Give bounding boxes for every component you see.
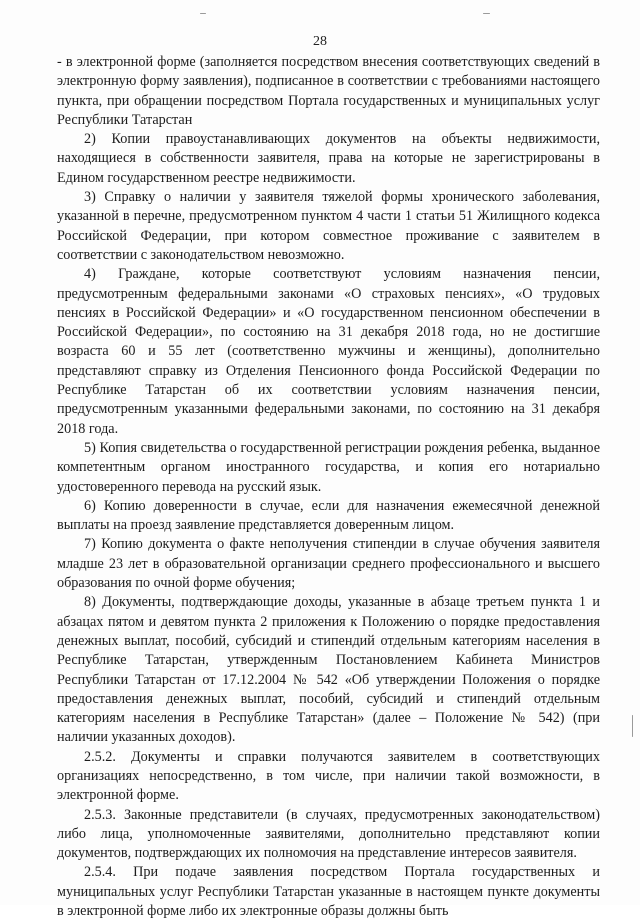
paragraph-electronic-form: - в электронной форме (заполняется посредством внесения соответствующих сведений в электронную форму заявления), подписанное в соответствии с требованиями настоящего пункта, при обращении посредством Портала государственных и муниципальных услуг Республики Татарстан bbox=[57, 54, 600, 128]
paragraph-item-7: 7) Копию документа о факте неполучения стипендии в случае обучения заявителя младше 23 лет в образовательной организации среднего профессионального и высшего образования по очной форме обучения; bbox=[57, 536, 600, 592]
scan-artifact bbox=[632, 715, 633, 737]
paragraph-item-3: 3) Справку о наличии у заявителя тяжелой формы хронического заболевания, указанной в перечне, предусмотренном пунктом 4 части 1 статьи 51 Жилищного кодекса Российской Федерации, при котором совместное проживание с заявителем в соответствии с законодательством невозможно. bbox=[57, 189, 600, 263]
paragraph-item-4: 4) Граждане, которые соответствуют условиям назначения пенсии, предусмотренным федеральными законами «О страховых пенсиях», «О трудовых пенсиях в Российской Федерации» и «О государственном пенсионном обеспечении в Российской Федерации», по состоянию на 31 декабря 2018 года, но не достигшие возраста 60 и 55 лет (соответственно мужчины и женщины), дополнительно представляют справку из Отделения Пенсионного фонда Российской Федерации по Республике Татарстан об их соответствии условиям назначения пенсии, предусмотренным указанными федеральными законами, по состоянию на 31 декабря 2018 года. bbox=[57, 266, 600, 437]
scan-artifact bbox=[200, 13, 206, 14]
paragraph-item-2: 2) Копии правоустанавливающих документов на объекты недвижимости, находящиеся в собственности заявителя, права на которые не зарегистрированы в Едином государственном реестре недвижимости. bbox=[57, 131, 600, 186]
paragraph-2-5-2: 2.5.2. Документы и справки получаются заявителем в соответствующих организациях непосредственно, в том числе, при наличии такой возможности, в электронной форме. bbox=[57, 748, 600, 804]
page-number: 28 bbox=[313, 34, 327, 49]
paragraph-item-5: 5) Копия свидетельства о государственной регистрации рождения ребенка, выданное компетентным органом иностранного государства, и копия его нотариально удостоверенного перевода на русский язык. bbox=[57, 439, 600, 495]
document-body bbox=[57, 53, 600, 921]
scan-artifact bbox=[483, 13, 490, 14]
paragraph-2-5-4: 2.5.4. При подаче заявления посредством Портала государственных и муниципальных услуг Республики Татарстан указанные в настоящем пункте документы в электронной форме либо их электронные образы должны быть bbox=[57, 864, 600, 920]
paragraph-item-8: 8) Документы, подтверждающие доходы, указанные в абзаце третьем пункта 1 и абзацах пятом и девятом пункта 2 приложения к Положению о порядке предоставления денежных выплат, пособий, субсидий и стипендий отдельным категориям населения в Республике Татарстан, утвержденным Постановлением Кабинета Министров Республики Татарстан от 17.12.2004 № 542 «Об утверждении Положения о порядке предоставления денежных выплат, пособий, субсидий и стипендий отдельным категориям населения в Республике Татарстан» (далее – Положение № 542) (при наличии указанных доходов). bbox=[57, 594, 600, 746]
paragraph-item-6: 6) Копию доверенности в случае, если для назначения ежемесячной денежной выплаты на проезд заявление представляется доверенным лицом. bbox=[57, 497, 600, 534]
paragraph-2-5-3: 2.5.3. Законные представители (в случаях, предусмотренных законодательством) либо лица, уполномоченные заявителями, дополнительно представляют копии документов, подтверждающих их полномочия на представление интересов заявителя. bbox=[57, 806, 600, 862]
